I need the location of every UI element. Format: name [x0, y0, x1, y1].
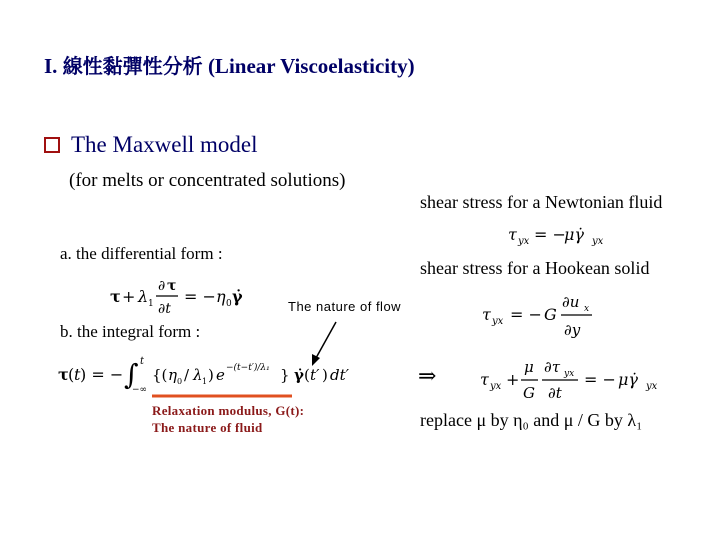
nature-arrow-line — [316, 322, 336, 358]
svg-text:1: 1 — [148, 299, 154, 309]
svg-text:G: G — [544, 305, 557, 324]
nature-of-flow-label: The nature of flow — [288, 299, 402, 314]
svg-text:0: 0 — [177, 377, 183, 386]
svg-text:(: ( — [68, 365, 75, 384]
svg-text:+: + — [122, 287, 136, 306]
title-prefix: I. — [44, 54, 63, 78]
svg-text:∂t: ∂t — [158, 301, 171, 317]
relaxation-label-line2: The nature of fluid — [152, 420, 263, 435]
svg-text:yx: yx — [646, 381, 658, 392]
svg-text:∂u: ∂u — [562, 293, 580, 311]
svg-text:∂τ: ∂τ — [544, 358, 561, 376]
svg-text:−∞: −∞ — [132, 385, 148, 395]
title-english: (Linear Viscoelasticity) — [202, 54, 415, 78]
integral-form-label: b. the integral form : — [60, 322, 201, 341]
svg-text:yx: yx — [592, 236, 604, 247]
relaxation-label-line1: Relaxation modulus, G(t): — [152, 403, 305, 418]
svg-text:τ: τ — [508, 225, 517, 244]
svg-text:G: G — [523, 384, 535, 402]
svg-text:{(: {( — [152, 366, 168, 384]
nature-arrow-head-icon — [312, 354, 320, 366]
svg-text:= −: = − — [510, 305, 542, 324]
svg-text:e: e — [216, 366, 225, 384]
svg-text:τ: τ — [167, 278, 177, 294]
svg-text:τ: τ — [480, 370, 489, 389]
hookean-label: shear stress for a Hookean solid — [420, 258, 650, 278]
svg-text:∂t: ∂t — [548, 384, 562, 402]
implies-arrow: ⇒ — [418, 364, 437, 389]
svg-text:η: η — [168, 366, 177, 384]
svg-text:τ: τ — [482, 305, 491, 324]
svg-text:∂: ∂ — [158, 278, 166, 294]
svg-text:∂y: ∂y — [564, 321, 581, 339]
svg-text:t: t — [74, 365, 81, 384]
svg-text:γ̇: γ̇ — [232, 287, 243, 306]
svg-text:yx: yx — [492, 316, 504, 327]
svg-text:yx: yx — [564, 369, 575, 379]
svg-text:) = −: ) = − — [80, 365, 124, 384]
svg-text:∫: ∫ — [124, 358, 139, 391]
svg-text:t: t — [140, 356, 145, 367]
differential-form-label: a. the differential form : — [60, 244, 223, 263]
svg-text:+: + — [506, 370, 520, 389]
svg-text:τ: τ — [110, 287, 121, 306]
bullet-subtext: (for melts or concentrated solutions) — [69, 170, 346, 191]
svg-text:μγ̇: μγ̇ — [564, 225, 584, 244]
svg-text:t′: t′ — [310, 366, 320, 384]
svg-text:(: ( — [304, 366, 310, 384]
svg-text:= −: = − — [184, 287, 216, 306]
svg-text:η: η — [216, 287, 226, 306]
svg-text:= −: = − — [584, 370, 616, 389]
svg-text:0: 0 — [226, 299, 232, 309]
svg-text:−(t−t′)/λ₁: −(t−t′)/λ₁ — [226, 363, 270, 373]
svg-text:1: 1 — [202, 377, 208, 386]
bullet-heading: The Maxwell model — [71, 132, 258, 157]
svg-text:yx: yx — [490, 381, 502, 392]
svg-text:λ: λ — [138, 287, 149, 306]
title-chinese: 線性黏彈性分析 — [62, 54, 203, 78]
svg-text:): ) — [322, 366, 328, 384]
svg-text:}: } — [280, 366, 290, 384]
svg-text:x: x — [584, 304, 590, 314]
svg-text:/: / — [184, 366, 190, 384]
svg-text:= −: = − — [534, 225, 566, 244]
svg-text:γ̇: γ̇ — [294, 366, 304, 384]
svg-text:yx: yx — [518, 236, 530, 247]
newtonian-label: shear stress for a Newtonian fluid — [420, 192, 663, 212]
replace-text: replace μ by η₀ and μ / G by λ₁ — [420, 410, 643, 430]
svg-text:λ: λ — [193, 366, 203, 384]
svg-text:τ: τ — [58, 365, 69, 384]
svg-text:dt′: dt′ — [330, 366, 350, 384]
svg-text:): ) — [208, 366, 214, 384]
svg-text:μγ̇: μγ̇ — [618, 370, 638, 389]
svg-text:μ: μ — [524, 358, 534, 376]
